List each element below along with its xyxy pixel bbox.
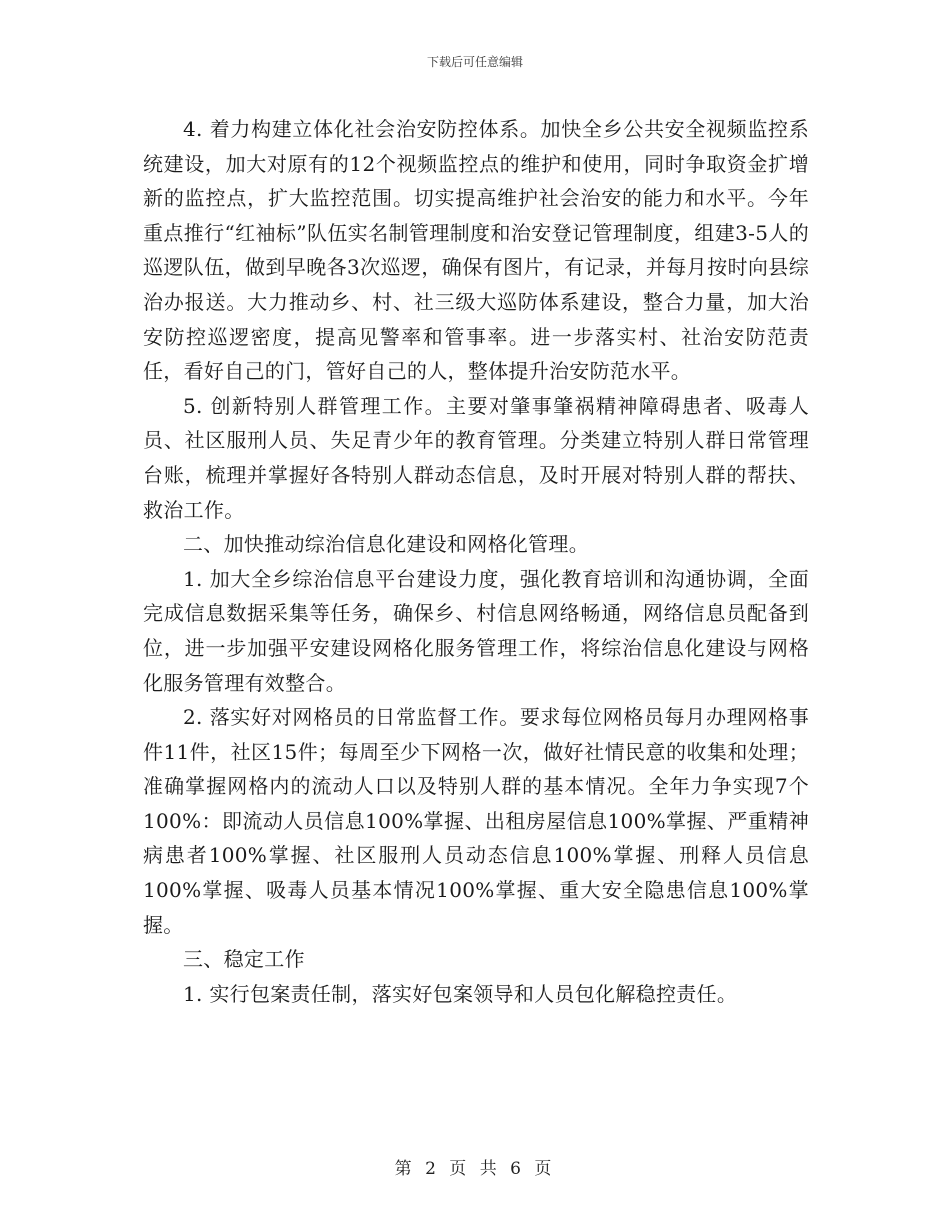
section-heading-informatization: 二、加快推动综治信息化建设和网格化管理。 [183,532,589,557]
paragraph-info-platform: 1. 加大全乡综治信息平台建设力度，强化教育培训和沟通协调，全面完成信息数据采集等任务，确保乡、村信息网络畅通，网络信息员配备到位，进一步加强平安建设网格化服务管理工作，将综治信息化建设与网格化服务管理有效整合。 [143,566,809,695]
paragraph-surveillance-system: 4. 着力构建立体化社会治安防控体系。加快全乡公共安全视频监控系统建设，加大对原有的12个视频监控点的维护和使用，同时争取资金扩增新的监控点，扩大监控范围。切实提高维护社会治安的能力和水平。今年重点推行“红袖标”队伍实名制管理制度和治安登记管理制度，组建3-5人的巡逻队伍，做到早晚各3次巡逻，确保有图片，有记录，并每月按时向县综治办报送。大力推动乡、村、社三级大巡防体系建设，整合力量，加大治安防控巡逻密度，提高见警率和管事率。进一步落实村、社治安防范责任，看好自己的门，管好自己的人，整体提升治安防范水平。 [143,117,809,384]
paragraph-special-groups: 5. 创新特别人群管理工作。主要对肇事肇祸精神障碍患者、吸毒人员、社区服刑人员、失足青少年的教育管理。分类建立特别人群日常管理台账，梳理并掌握好各特别人群动态信息，及时开展对特别人群的帮扶、救治工作。 [143,393,809,522]
paragraph-case-responsibility: 1. 实行包案责任制，落实好包案领导和人员包化解稳控责任。 [183,981,738,1006]
document-body [143,112,809,1011]
page-number: 第 2 页 共 6 页 [394,1159,556,1179]
section-heading-stability: 三、稳定工作 [183,947,305,972]
paragraph-grid-supervision: 2. 落实好对网格员的日常监督工作。要求每位网格员每月办理网格事件11件，社区15件；每周至少下网格一次，做好社情民意的收集和处理；准确掌握网格内的流动人口以及特别人群的基本情况。全年力争实现7个100%：即流动人员信息100%掌握、出租房屋信息100%掌握、严重精神病患者100%掌握、社区服刑人员动态信息100%掌握、刑释人员信息100%掌握、吸毒人员基本情况100%掌握、重大安全隐患信息100%掌握。 [143,705,809,937]
page-header: 下载后可任意编辑 [426,55,523,69]
